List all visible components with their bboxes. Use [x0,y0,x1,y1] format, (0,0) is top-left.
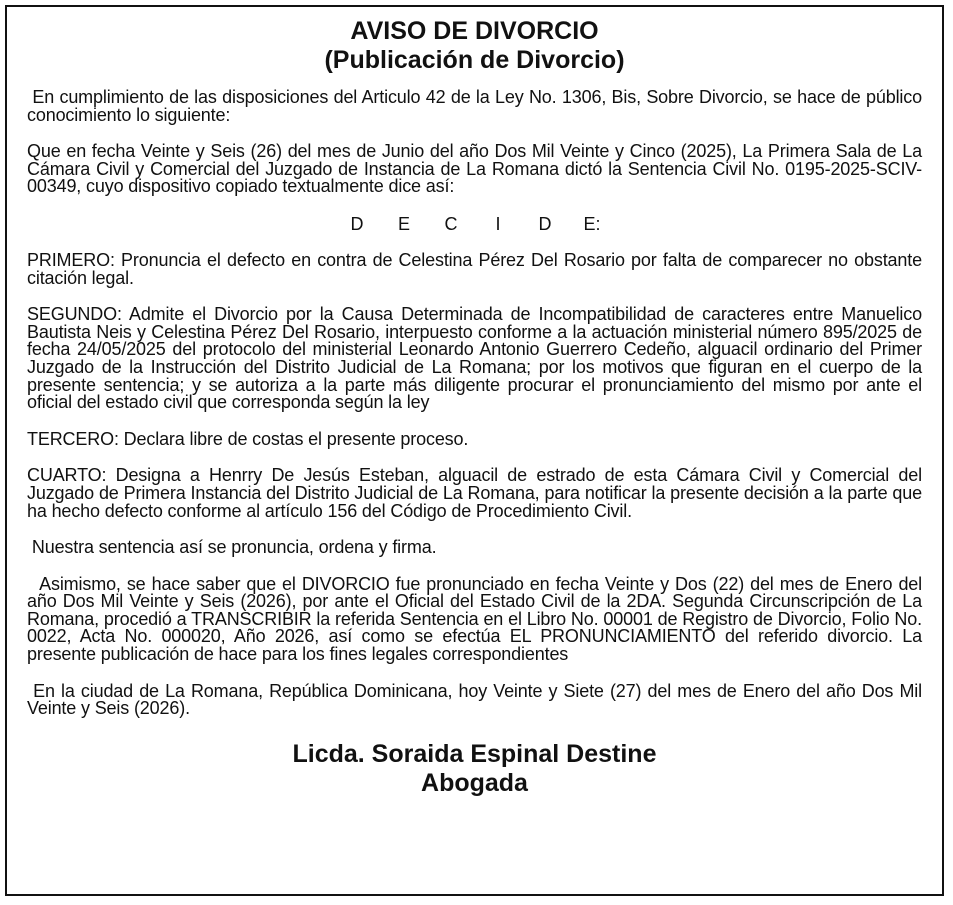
segundo-paragraph: SEGUNDO: Admite el Divorcio por la Causa Determinada de Incompatibilidad de caracteres entre Manuelico Bautista Neis y Celestina Pérez Del Rosario, interpuesto conforme a la actuación ministerial número 895/2025 de fecha 24/05/2025 del protocolo del ministerial Leonardo Antonio Guerrero Cedeño, alguacil ordinario del Primer Juzgado de la Instrucción del Distrito Judicial de La Romana; por los motivos que figuran en el cuerpo de la presente sentencia; y se autoriza a la parte más diligente procurar el pronunciamiento del mismo por ante el oficial del estado civil que corresponda según la ley [27,304,922,413]
divorce-notice [5,5,944,896]
decide-letter: C [444,213,458,234]
decide-letter: D [538,213,552,234]
decide-letter: D [350,213,364,234]
primero-paragraph: PRIMERO: Pronuncia el defecto en contra de Celestina Pérez Del Rosario por falta de comparecer no obstante citación legal. [27,249,922,288]
cuarto-paragraph: CUARTO: Designa a Henrry De Jesús Esteban, alguacil de estrado de esta Cámara Civil y Comercial del Juzgado de Primera Instancia del Distrito Judicial de La Romana, para notificar la presente decisión a la parte que ha hecho defecto conforme al artículo 156 del Código de Procedimiento Civil. [27,465,922,521]
signature-title: Abogada [421,768,528,797]
tercero-paragraph: TERCERO: Declara libre de costas el presente proceso. [27,428,469,449]
intro-paragraph: En cumplimiento de las disposiciones del Articulo 42 de la Ley No. 1306, Bis, Sobre Divorcio, se hace de público conocimiento lo siguiente: [27,87,927,125]
decide-letter: I [495,213,501,234]
notice-subtitle: (Publicación de Divorcio) [324,46,625,74]
signature-name: Licda. Soraida Espinal Destine [292,739,657,768]
notice-title: AVISO DE DIVORCIO [350,17,599,45]
context-paragraph: Que en fecha Veinte y Seis (26) del mes de Junio del año Dos Mil Veinte y Cinco (2025), La Primera Sala de La Cámara Civil y Comercial del Juzgado de Instancia de La Romana dictó la Sentencia Civil No. 0195-2025-SCIV-00349, cuyo dispositivo copiado textualmente dice así: [27,141,922,197]
sentencia-paragraph: Nuestra sentencia así se pronuncia, ordena y firma. [27,537,437,558]
decide-heading [27,215,922,233]
decide-letter: E [397,213,410,234]
closing-paragraph: En la ciudad de La Romana, República Dominicana, hoy Veinte y Siete (27) del mes de Enero del año Dos Mil Veinte y Seis (2026). [27,680,927,719]
decide-letter: E: [583,213,601,234]
asimismo-paragraph: Asimismo, se hace saber que el DIVORCIO fue pronunciado en fecha Veinte y Dos (22) del mes de Enero del año Dos Mil Veinte y Seis (2026), por ante el Oficial del Estado Civil de la 2DA. Segunda Circunscripción de La Romana, procedió a TRANSCRIBIR la referida Sentencia en el Libro No. 00001 de Registro de Divorcio, Folio No. 0022, Acta No. 000020, Año 2026, así como se efectúa EL PRONUNCIAMIENTO del referido divorcio. La presente publicación de hace para los fines legales correspondientes [27,573,927,665]
